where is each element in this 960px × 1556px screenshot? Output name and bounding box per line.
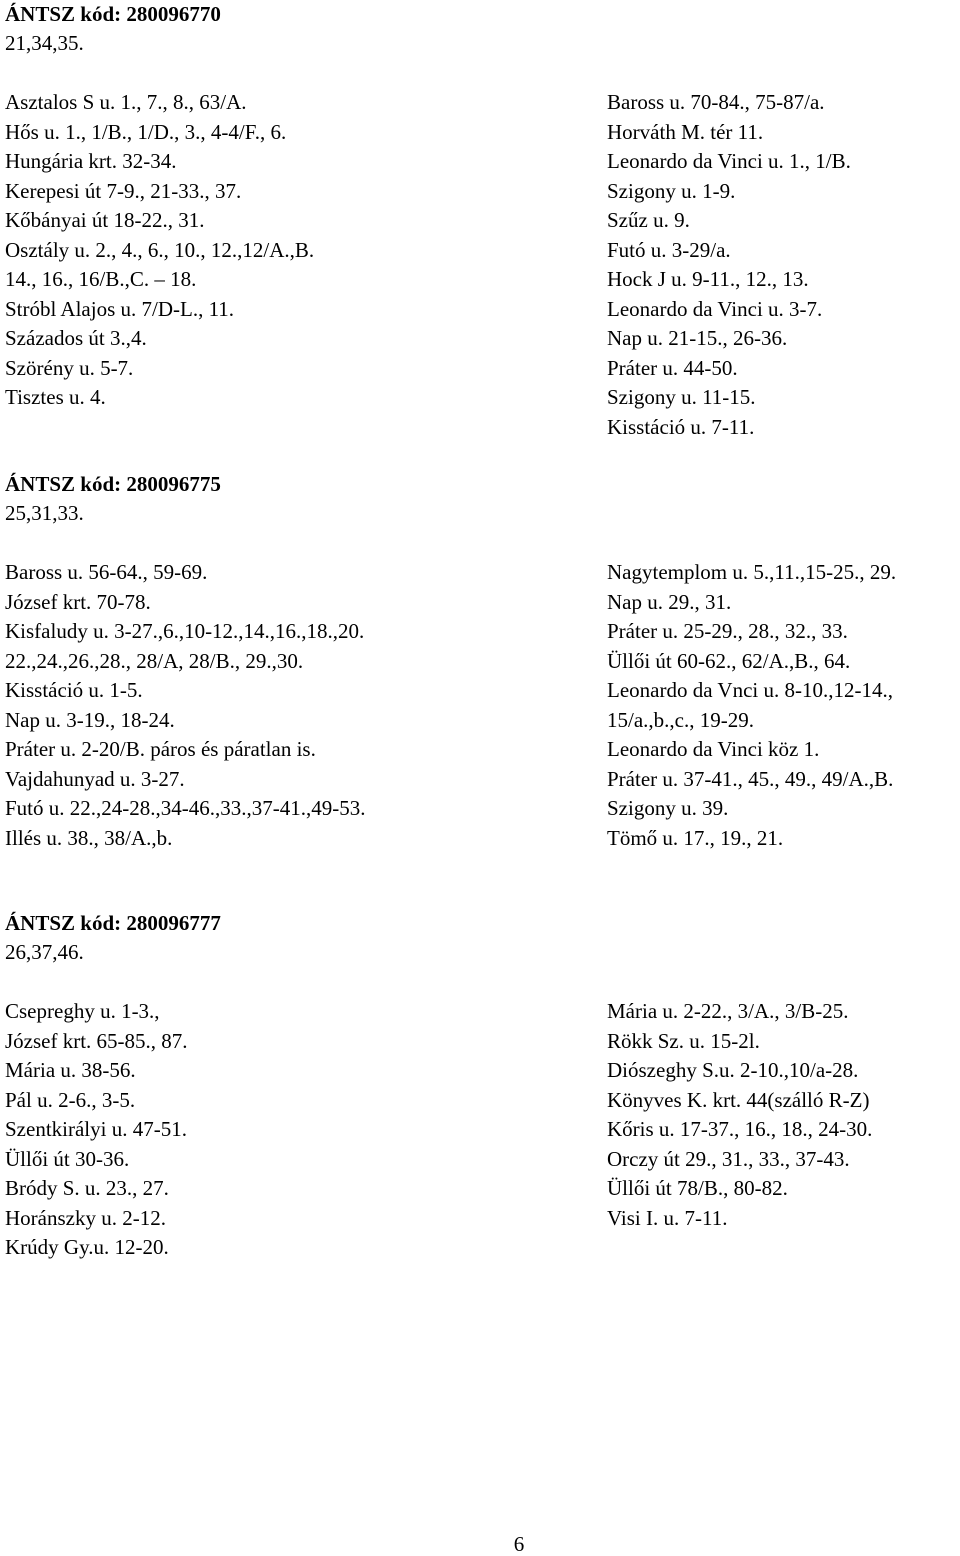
address-line: Stróbl Alajos u. 7/D-L., 11. — [5, 296, 235, 321]
address-list-left — [5, 997, 188, 1263]
address-line: Mária u. 2-22., 3/A., 3/B-25. — [607, 999, 849, 1023]
address-line: Osztály u. 2., 4., 6., 10., 12.,12/A.,B. — [5, 237, 315, 262]
antsz-code-heading: ÁNTSZ kód: 280096775 — [5, 472, 221, 496]
section-280096777 — [5, 909, 955, 1259]
address-line: Tisztes u. 4. — [5, 385, 106, 409]
address-line: Nagytemplom u. 5.,11.,15-25., 29. — [607, 560, 897, 584]
address-line: Vajdahunyad u. 3-27. — [5, 766, 185, 791]
address-line: Práter u. 37-41., 45., 49., 49/A.,B. — [607, 766, 894, 791]
district-numbers: 21,34,35. — [5, 31, 84, 55]
section-280096770 — [5, 0, 955, 439]
address-line: József krt. 65-85., 87. — [5, 1028, 188, 1053]
address-list-left — [5, 88, 314, 413]
address-line: Práter u. 25-29., 28., 32., 33. — [607, 619, 848, 643]
address-line: Üllői út 60-62., 62/A.,B., 64. — [607, 648, 851, 673]
address-line: Horváth M. tér 11. — [607, 119, 764, 144]
address-line: Kőbányai út 18-22., 31. — [5, 208, 205, 232]
address-line: Mária u. 38-56. — [5, 1058, 136, 1082]
address-line: Könyves K. krt. 44(szálló R-Z) — [607, 1087, 870, 1112]
page-number: 6 — [513, 1532, 525, 1556]
address-line: Leonardo da Vinci u. 3-7. — [607, 296, 823, 321]
address-line: Szigony u. 1-9. — [607, 178, 736, 203]
address-line: 14., 16., 16/B.,C. – 18. — [5, 267, 197, 291]
address-line: Nap u. 21-15., 26-36. — [607, 326, 788, 350]
antsz-code-heading: ÁNTSZ kód: 280096777 — [5, 911, 221, 935]
address-list-right — [607, 558, 896, 853]
address-line: Horánszky u. 2-12. — [5, 1205, 166, 1230]
address-line: Kisstáció u. 1-5. — [5, 678, 143, 702]
address-line: Pál u. 2-6., 3-5. — [5, 1087, 136, 1112]
address-line: Futó u. 3-29/a. — [607, 237, 731, 262]
antsz-code-heading: ÁNTSZ kód: 280096770 — [5, 2, 221, 26]
address-list-right — [607, 997, 872, 1233]
address-line: Szentkirályi u. 47-51. — [5, 1117, 187, 1141]
address-list-left — [5, 558, 366, 853]
address-line: Krúdy Gy.u. 12-20. — [5, 1235, 169, 1259]
address-line: Kerepesi út 7-9., 21-33., 37. — [5, 178, 242, 203]
district-numbers: 26,37,46. — [5, 940, 84, 964]
address-line: Üllői út 78/B., 80-82. — [607, 1176, 788, 1200]
address-line: Kisfaludy u. 3-27.,6.,10-12.,14.,16.,18.,20. — [5, 619, 365, 643]
address-line: Nap u. 29., 31. — [607, 589, 732, 614]
address-line: Rökk Sz. u. 15-2l. — [607, 1028, 760, 1053]
address-line: Baross u. 70-84., 75-87/a. — [607, 90, 825, 114]
address-line: Százados út 3.,4. — [5, 326, 147, 350]
address-line: Diószeghy S.u. 2-10.,10/a-28. — [607, 1058, 859, 1082]
address-line: Futó u. 22.,24-28.,34-46.,33.,37-41.,49-53. — [5, 796, 366, 820]
address-line: Csepreghy u. 1-3., — [5, 999, 160, 1023]
address-line: Nap u. 3-19., 18-24. — [5, 707, 175, 732]
address-line: Práter u. 2-20/B. páros és páratlan is. — [5, 737, 316, 761]
address-line: Szörény u. 5-7. — [5, 355, 134, 380]
address-line: Orczy út 29., 31., 33., 37-43. — [607, 1146, 850, 1171]
address-line: Üllői út 30-36. — [5, 1146, 130, 1171]
section-280096775 — [5, 470, 955, 850]
address-line: Asztalos S u. 1., 7., 8., 63/A. — [5, 90, 247, 114]
address-line: Szigony u. 11-15. — [607, 385, 756, 409]
address-line: Hock J u. 9-11., 12., 13. — [607, 267, 809, 291]
address-line: Kisstáció u. 7-11. — [607, 414, 755, 439]
address-line: Szűz u. 9. — [607, 208, 690, 232]
address-line: Hungária krt. 32-34. — [5, 149, 177, 173]
address-line: 22.,24.,26.,28., 28/A, 28/B., 29.,30. — [5, 648, 304, 673]
address-line: József krt. 70-78. — [5, 589, 151, 614]
address-line: Práter u. 44-50. — [607, 355, 738, 380]
address-line: Visi I. u. 7-11. — [607, 1205, 728, 1230]
address-line: Tömő u. 17., 19., 21. — [607, 825, 784, 850]
address-line: Bródy S. u. 23., 27. — [5, 1176, 169, 1200]
address-line: 15/a.,b.,c., 19-29. — [607, 707, 754, 732]
address-line: Leonardo da Vnci u. 8-10.,12-14., — [607, 678, 893, 702]
address-line: Szigony u. 39. — [607, 796, 729, 820]
address-line: Leonardo da Vinci köz 1. — [607, 737, 820, 761]
address-line: Hős u. 1., 1/B., 1/D., 3., 4-4/F., 6. — [5, 119, 287, 144]
address-line: Illés u. 38., 38/A.,b. — [5, 825, 173, 850]
district-numbers: 25,31,33. — [5, 501, 84, 525]
address-line: Kőris u. 17-37., 16., 18., 24-30. — [607, 1117, 873, 1141]
address-line: Leonardo da Vinci u. 1., 1/B. — [607, 149, 851, 173]
address-list-right — [607, 88, 851, 442]
address-line: Baross u. 56-64., 59-69. — [5, 560, 208, 584]
